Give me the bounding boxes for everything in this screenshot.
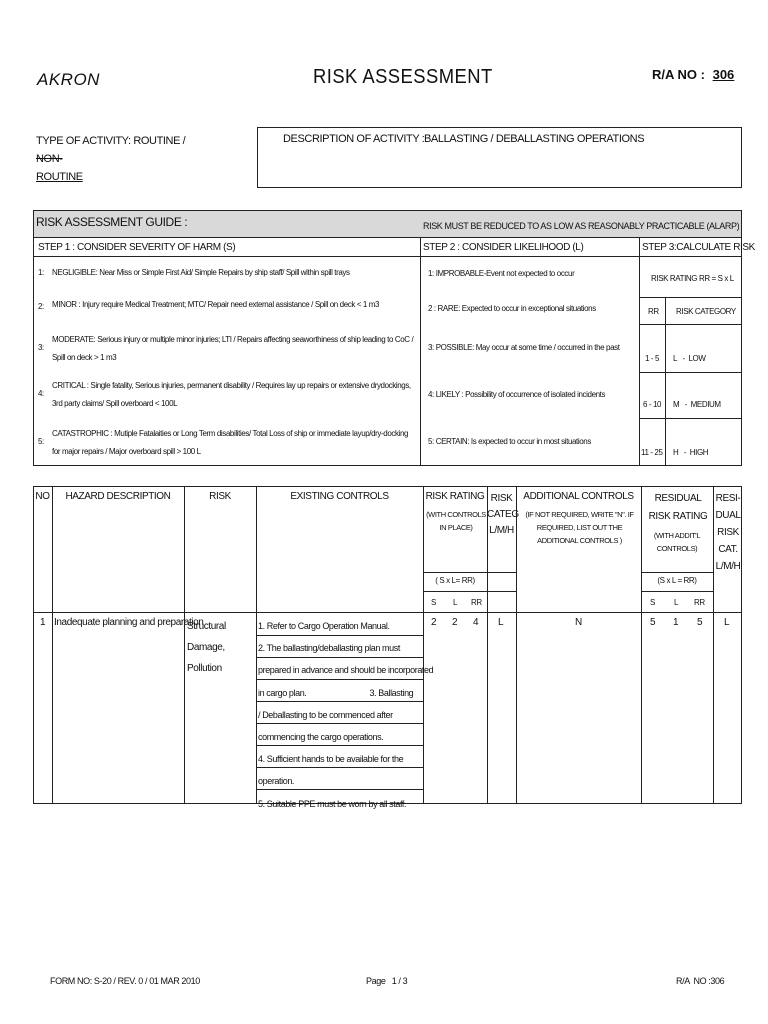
activity-description-value: BALLASTING / DEBALLASTING OPERATIONS [424,133,645,145]
col-residual: RESIDUAL RISK RATING [648,493,708,522]
col-additional: ADDITIONAL CONTROLS [523,491,634,502]
category-range-medium: 6 - 10 [643,400,662,409]
likelihood-5: 5: CERTAIN: Is expected to occur in most situations [428,437,591,446]
row-no: 1 [40,617,46,628]
col-residual-sub: (WITH ADDIT'L CONTROLS) [653,531,701,553]
col-resi-cat: RESI- DUAL RISK CAT. L/M/H [715,493,741,572]
row-s: 2 [431,617,437,628]
category-range-high: 11 - 25 [641,448,663,457]
activity-type [36,132,206,186]
ra-number: 306 [712,67,735,82]
row-res-l: 1 [673,617,679,628]
row-controls: 1. Refer to Cargo Operation Manual. 2. The ballasting/deballasting plan must prepared in advance and should be incorporated in cargo plan. 3. Ballasting / Deballasting to be commenced after commencing the cargo operations. 4. Sufficient hands to be available for the operation. 5. Suitable PPE must be worn by all staff. [258,621,434,809]
footer-page: Page 1 / 3 [366,976,408,986]
footer-form-no: FORM NO: S-20 / REV. 0 / 01 MAR 2010 [50,976,200,986]
activity-type-label: TYPE OF ACTIVITY: ROUTINE / [36,135,186,147]
row-risk: Structural Damage, Pollution [187,621,226,674]
ra-label: R/A NO : [652,67,705,82]
likelihood-1: 1: IMPROBABLE-Event not expected to occur [428,269,575,278]
company-name: AKRON [37,70,100,89]
likelihood-2: 2 : RARE: Expected to occur in exceptional situations [428,304,596,313]
category-medium: M - MEDIUM [673,400,721,409]
category-range-low: 1 - 5 [645,354,660,363]
activity-type-strike: NON- [36,153,63,165]
col-no: NO [35,491,50,502]
col-res-rr: RR [694,598,705,607]
risk-rating-formula: RISK RATING RR = S x L [651,274,734,283]
step3-label: STEP 3:CALCULATE RISK [642,242,755,253]
col-risk-rating-sub: (WITH CONTROLS IN PLACE) [426,510,486,532]
col-risk-rating: RISK RATING [425,491,485,502]
activity-description-label: DESCRIPTION OF ACTIVITY : [283,133,425,145]
row-res-cat: L [724,617,730,628]
row-hazard: Inadequate planning and preparation [54,617,204,628]
risk-category-header: RISK CATEGORY [676,307,736,316]
col-hazard: HAZARD DESCRIPTION [65,491,171,502]
row-categ: L [498,617,504,628]
col-risk: RISK [209,491,231,502]
col-residual-formula: (S x L = RR) [657,576,697,585]
row-additional: N [575,617,582,628]
col-res-l: L [674,598,679,607]
col-existing: EXISTING CONTROLS [290,491,389,502]
col-risk-categ: RISK CATEG L/M/H [487,493,519,536]
likelihood-4: 4: LIKELY : Possibility of occurrence of isolated incidents [428,390,606,399]
category-low: L - LOW [673,354,706,363]
likelihood-3: 3: POSSIBLE: May occur at some time / occurred in the past [428,343,620,352]
col-res-s: S [650,598,655,607]
row-l: 2 [452,617,458,628]
col-additional-sub: (IF NOT REQUIRED, WRITE "N". IF REQUIRED, LIST OUT THE ADDITIONAL CONTROLS ) [525,510,634,545]
col-l: L [453,598,458,607]
guide-alarp: RISK MUST BE REDUCED TO AS LOW AS REASONABLY PRACTICABLE (ALARP) [423,221,740,231]
row-res-s: 5 [650,617,656,628]
step1-label: STEP 1 : CONSIDER SEVERITY OF HARM (S) [38,242,236,253]
col-rr: RR [471,598,482,607]
col-risk-rating-formula: ( S x L= RR) [435,576,475,585]
guide-title: RISK ASSESSMENT GUIDE : [36,215,188,229]
ra-number-block [652,67,734,82]
col-s: S [431,598,436,607]
footer-ra: R/A NO :306 [676,976,725,986]
rr-header: RR [648,307,659,316]
step2-label: STEP 2 : CONSIDER LIKELIHOOD (L) [423,242,584,253]
page-title: RISK ASSESSMENT [313,66,493,88]
row-rr: 4 [473,617,479,628]
activity-type-routine: ROUTINE [36,171,83,183]
category-high: H - HIGH [673,448,709,457]
row-res-rr: 5 [697,617,703,628]
